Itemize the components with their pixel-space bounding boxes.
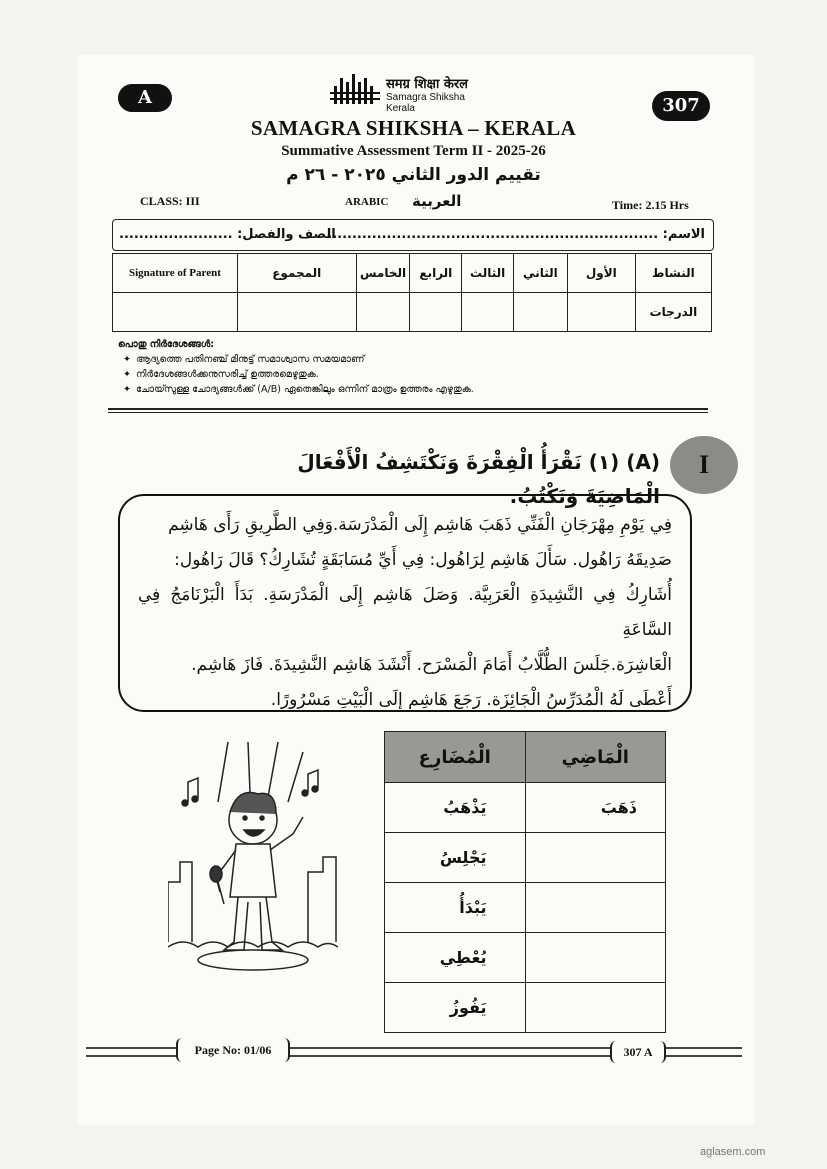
class-field[interactable]: الصف والفصل: ....................... <box>119 227 336 242</box>
reading-passage <box>118 494 692 712</box>
general-instructions <box>118 337 698 397</box>
passage-line: صَدِيقَهُ رَاهُول. سَأَلَ هَاشِم لِرَاهُول: فِي أَيِّ مُسَابَقَةٍ تُشَارِكُ؟ قَالَ رَاهُول: <box>174 550 672 570</box>
student-info-box <box>112 219 714 251</box>
third-header: الثالث <box>462 254 514 293</box>
past-cell[interactable] <box>525 983 666 1033</box>
present-cell: يَفُوزُ <box>385 983 526 1033</box>
instructions-heading: പൊതു നിർദേശങ്ങൾ: <box>118 339 215 350</box>
verb-row <box>385 833 666 883</box>
footer-code: 307 A <box>610 1041 666 1063</box>
fourth-header: الرابع <box>410 254 462 293</box>
class-label: CLASS: III <box>140 194 200 208</box>
subject-ar: العربية <box>412 192 462 210</box>
verb-row <box>385 883 666 933</box>
logo-mark-icon <box>330 72 380 106</box>
past-cell[interactable] <box>525 883 666 933</box>
past-header: الْمَاضِي <box>525 732 666 783</box>
divider-bottom <box>108 412 708 413</box>
instruction-item: ✦ ആദ്യത്തെ പതിനഞ്ച് മിനുട്ട് സമാശ്വാസ സമയമാണ് <box>118 352 698 367</box>
singing-boy-illustration <box>168 742 338 982</box>
third-cell[interactable] <box>462 293 514 332</box>
passage-line: فِي يَوْمِ مِهْرَجَانِ الْفَنِّي ذَهَبَ هَاشِم إِلَى الْمَدْرَسَة.وَفِي الطَّرِيقِ رَأَى هَاشِم <box>168 515 672 535</box>
question-heading <box>230 445 660 508</box>
verb-table-header <box>385 732 666 783</box>
past-cell[interactable]: ذَهَبَ <box>525 783 666 833</box>
second-header: الثاني <box>513 254 567 293</box>
question-number-badge: I <box>670 436 738 494</box>
logo-text-english: Samagra Shiksha Kerala <box>386 92 465 114</box>
marks-header-row <box>113 254 712 293</box>
marks-score-row <box>113 293 712 332</box>
activity-header: النشاط <box>635 254 711 293</box>
parent-signature-cell[interactable] <box>113 293 238 332</box>
verb-row <box>385 983 666 1033</box>
present-cell: يَجْلِسُ <box>385 833 526 883</box>
class-info-row <box>140 194 705 216</box>
passage-line: أُشَارِكُ فِي النَّشِيدَةِ الْعَرَبِيَّة. وَصَلَ هَاشِم إِلَى الْمَدْرَسَةِ. بَدَأَ الْبَرْنَامَجُ فِي السَّاعَةِ <box>138 585 672 640</box>
total-header: المجموع <box>237 254 356 293</box>
total-cell[interactable] <box>237 293 356 332</box>
present-cell: يَبْدَأُ <box>385 883 526 933</box>
paper-code-badge: 307 <box>652 91 710 121</box>
instruction-item: ✦ ചോയ്സുള്ള ചോദ്യങ്ങൾക്ക് (A/B) ഏതെങ്കിലും ഒന്നിന് മാത്രം ഉത്തരം എഴുതുക. <box>118 382 698 397</box>
marks-table <box>112 253 712 332</box>
verb-table <box>384 731 666 1033</box>
name-field[interactable]: الاسم: ................................................................... <box>327 227 705 242</box>
past-cell[interactable] <box>525 833 666 883</box>
samagra-logo <box>330 72 490 114</box>
question-label: (A) (١) <box>588 450 660 474</box>
exam-title: SAMAGRA SHIKSHA – KERALA <box>250 116 577 140</box>
passage-line: الْعَاشِرَة.جَلَسَ الطُّلَّابُ أَمَامَ الْمَسْرَح. أَنْشَدَ هَاشِم النَّشِيدَةَ. فَازَ هَاشِم. <box>191 655 672 675</box>
watermark: aglasem.com <box>700 1146 766 1158</box>
present-header: الْمُضَارِع <box>385 732 526 783</box>
parent-signature-header: Signature of Parent <box>113 254 238 293</box>
bullet-icon: ✦ <box>123 369 131 380</box>
passage-line: أَعْطَى لَهُ الْمُدَرِّسُ الْجَائِزَة. رَجَعَ هَاشِم إِلَى الْبَيْتِ مَسْرُورًا. <box>270 690 672 710</box>
time-label: Time: 2.15 Hrs <box>612 198 689 212</box>
first-header: الأول <box>567 254 635 293</box>
fifth-cell[interactable] <box>356 293 410 332</box>
bullet-icon: ✦ <box>123 354 131 365</box>
present-cell: يَذْهَبُ <box>385 783 526 833</box>
first-cell[interactable] <box>567 293 635 332</box>
logo-text-hindi: समग्र शिक्षा केरल <box>386 77 468 92</box>
arabic-title: تقييم الدور الثاني ٢٠٢٥ - ٢٦ م <box>286 165 541 185</box>
set-label-badge: A <box>118 84 172 112</box>
exam-subtitle: Summative Assessment Term II - 2025-26 <box>281 143 546 159</box>
question-instruction: نَقْرَأُ الْفِقْرَةَ وَنَكْتَشِفُ الْأَفْعَالَ الْمَاضِيَةَ وَنَكْتُبُ. <box>297 450 660 508</box>
second-cell[interactable] <box>513 293 567 332</box>
verb-row <box>385 783 666 833</box>
fourth-cell[interactable] <box>410 293 462 332</box>
instruction-item: ✦ നിർദേശങ്ങൾക്കനുസരിച്ച് ഉത്തരമെഴുതുക. <box>118 367 698 382</box>
page-number: Page No: 01/06 <box>176 1038 290 1062</box>
fifth-header: الخامس <box>356 254 410 293</box>
scores-label: الدرجات <box>635 293 711 332</box>
divider-top <box>108 408 708 410</box>
bullet-icon: ✦ <box>123 384 131 395</box>
past-cell[interactable] <box>525 933 666 983</box>
verb-row <box>385 933 666 983</box>
present-cell: يُعْطِي <box>385 933 526 983</box>
subject-en: ARABIC <box>345 196 389 208</box>
